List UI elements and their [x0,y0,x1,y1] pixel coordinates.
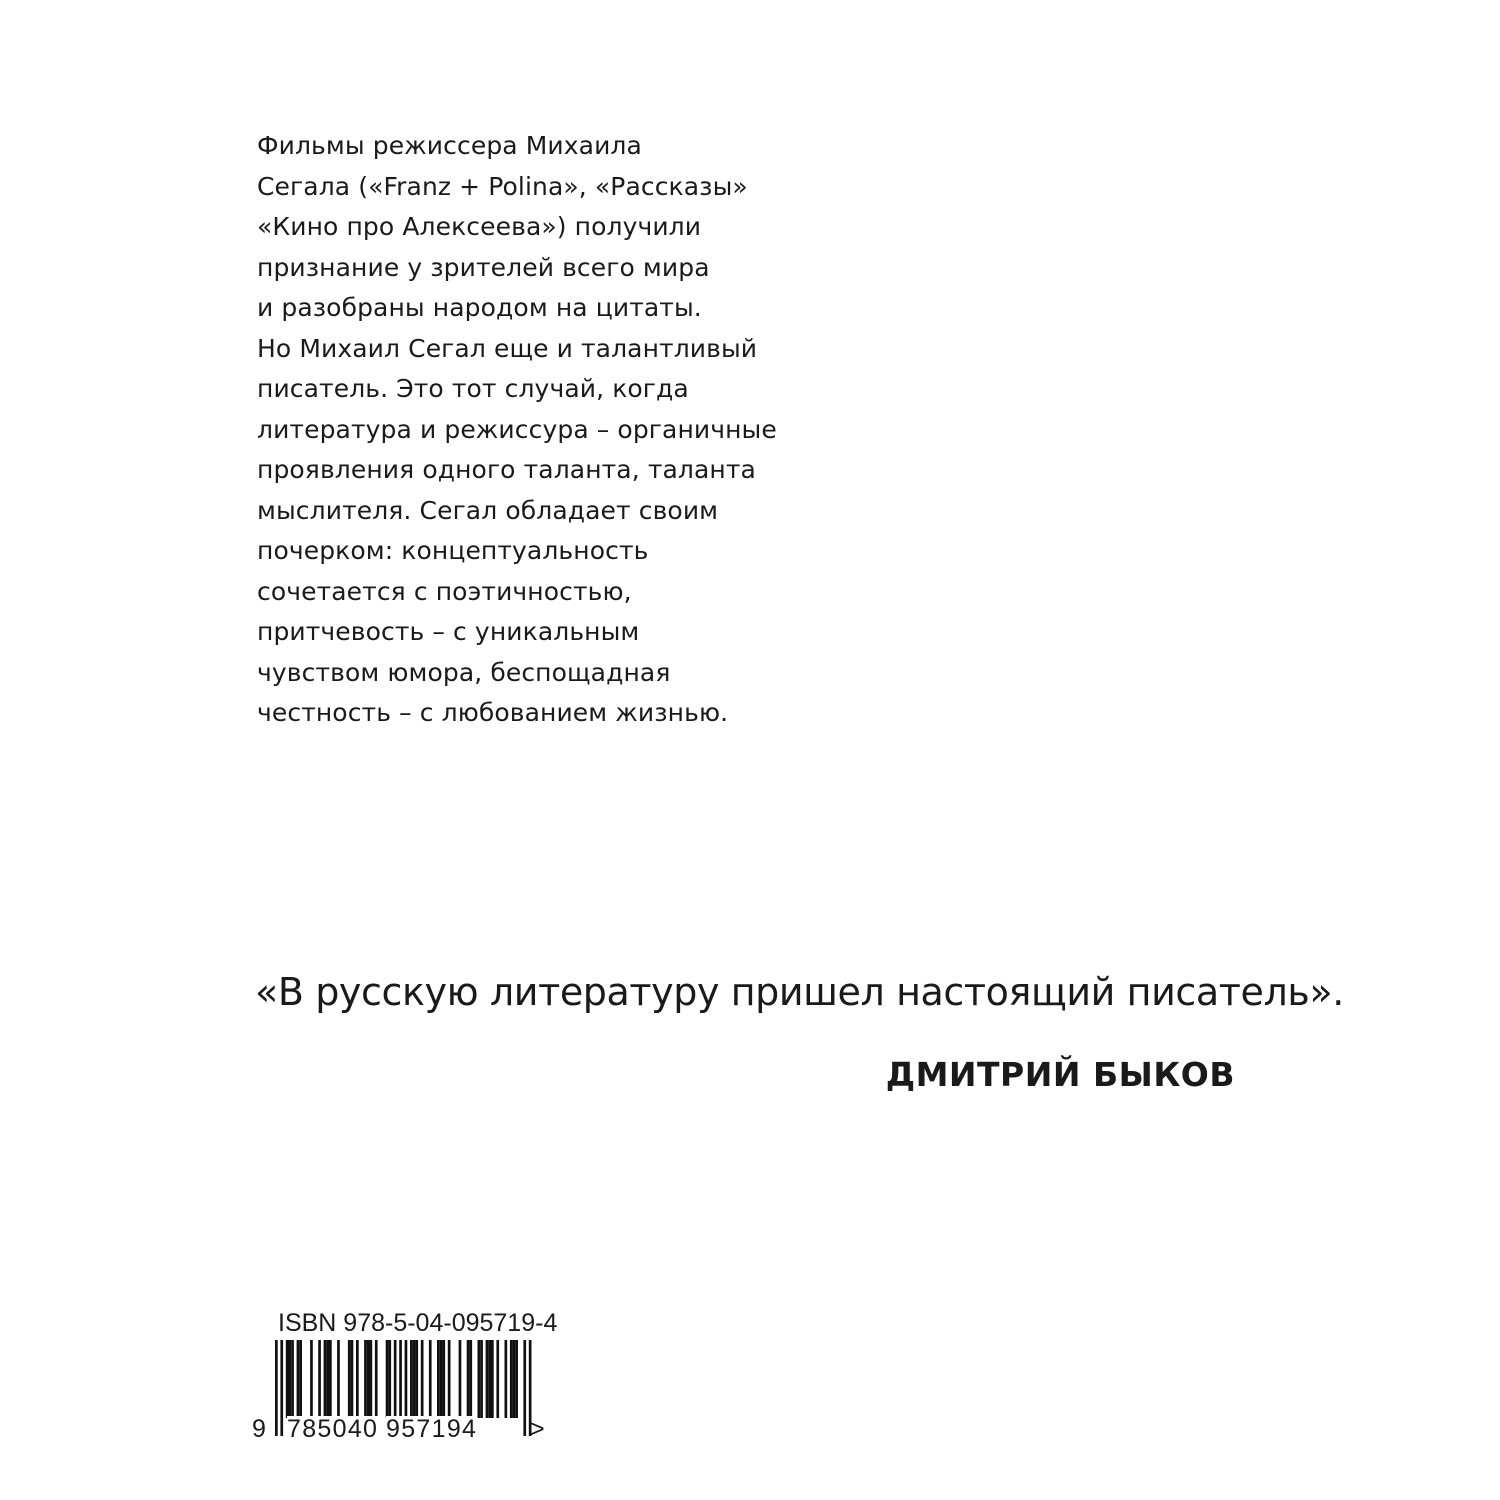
barcode-bar [375,1340,378,1418]
blurb-line: признание у зрителей всего мира [257,252,710,282]
barcode-bar [421,1340,424,1418]
barcode-bar [388,1340,391,1418]
barcode-bar [329,1340,332,1418]
barcode-bar [513,1340,516,1418]
barcode-bar [394,1340,397,1418]
blurb-line: Фильмы режиссера Михаила [257,131,642,160]
blurb-line: сочетается с поэтичностью, [257,576,632,606]
barcode-bar [370,1340,373,1418]
barcode-bar [429,1340,432,1418]
barcode-bar [491,1340,494,1418]
blurb-text [257,126,817,734]
barcode-bar [505,1340,508,1418]
blurb-line: литература и режиссура – органичные [257,414,777,444]
isbn-label: ISBN 978-5-04-095719-4 [278,1309,558,1337]
blurb-line: почерком: концептуальность [257,536,649,565]
blurb-line: Но Михаил Сегал еще и талантливый [257,333,758,363]
blurb-line: и разобраны народом на цитаты. [257,293,702,322]
quote-author: ДМИТРИЙ БЫКОВ [885,1055,1235,1094]
barcode-bar [324,1340,327,1418]
barcode-guard-bar [523,1340,526,1436]
barcode-bar [386,1340,389,1418]
barcode-bar [413,1340,416,1418]
barcode-bar [410,1340,413,1418]
barcode-bar [364,1340,367,1418]
barcode-first-digit: 9 [252,1415,266,1443]
barcode-bar [291,1340,294,1418]
barcode-bar [286,1340,289,1418]
barcode-bar [486,1340,489,1418]
blurb-line: мыслителя. Сегал обладает своим [257,495,719,525]
barcode-bar [496,1340,499,1418]
barcode-bar [467,1340,470,1418]
barcode-bar [478,1340,481,1418]
barcode-bar [356,1340,359,1418]
quote-text: «В русскую литературу пришел настоящий писатель». [255,970,1344,1014]
barcode-bar [299,1340,302,1418]
blurb-line: честность – с любованием жизнью. [257,698,729,727]
barcode-arrow: > [530,1415,545,1443]
barcode-bar [415,1340,418,1418]
barcode-bar [480,1340,483,1418]
barcode-bar [442,1340,445,1418]
barcode-bar [337,1340,340,1418]
barcode-bar [437,1340,440,1418]
barcode-bar [448,1340,451,1418]
barcode-bar [515,1340,518,1418]
blurb-line: «Кино про Алексеева») получили [257,212,702,241]
barcode-bar [469,1340,472,1418]
barcode-guard-bar [280,1340,283,1436]
barcode [250,1340,560,1448]
barcode-bar [351,1340,354,1418]
barcode-bar [459,1340,462,1418]
barcode-bar [440,1340,443,1418]
barcode-bar [297,1340,300,1418]
blurb-line: писатель. Это тот случай, когда [257,374,689,403]
blurb-line: притчевость – с уникальным [257,617,640,646]
barcode-bar [289,1340,292,1418]
blurb-line: Сегала («Franz + Polina», «Рассказы» [257,171,748,201]
barcode-guard-bar [275,1340,278,1436]
barcode-left-digits: 785040 [287,1415,379,1443]
barcode-bar [318,1340,321,1418]
barcode-bar [488,1340,491,1418]
barcode-right-digits: 957194 [386,1415,478,1443]
blurb-line: чувством юмора, беспощадная [257,657,671,687]
barcode-bar [367,1340,370,1418]
barcode-bar [510,1340,513,1418]
blurb-line: проявления одного таланта, таланта [257,455,756,484]
barcode-bar [326,1340,329,1418]
barcode-bar [310,1340,313,1418]
barcode-bar [348,1340,351,1418]
